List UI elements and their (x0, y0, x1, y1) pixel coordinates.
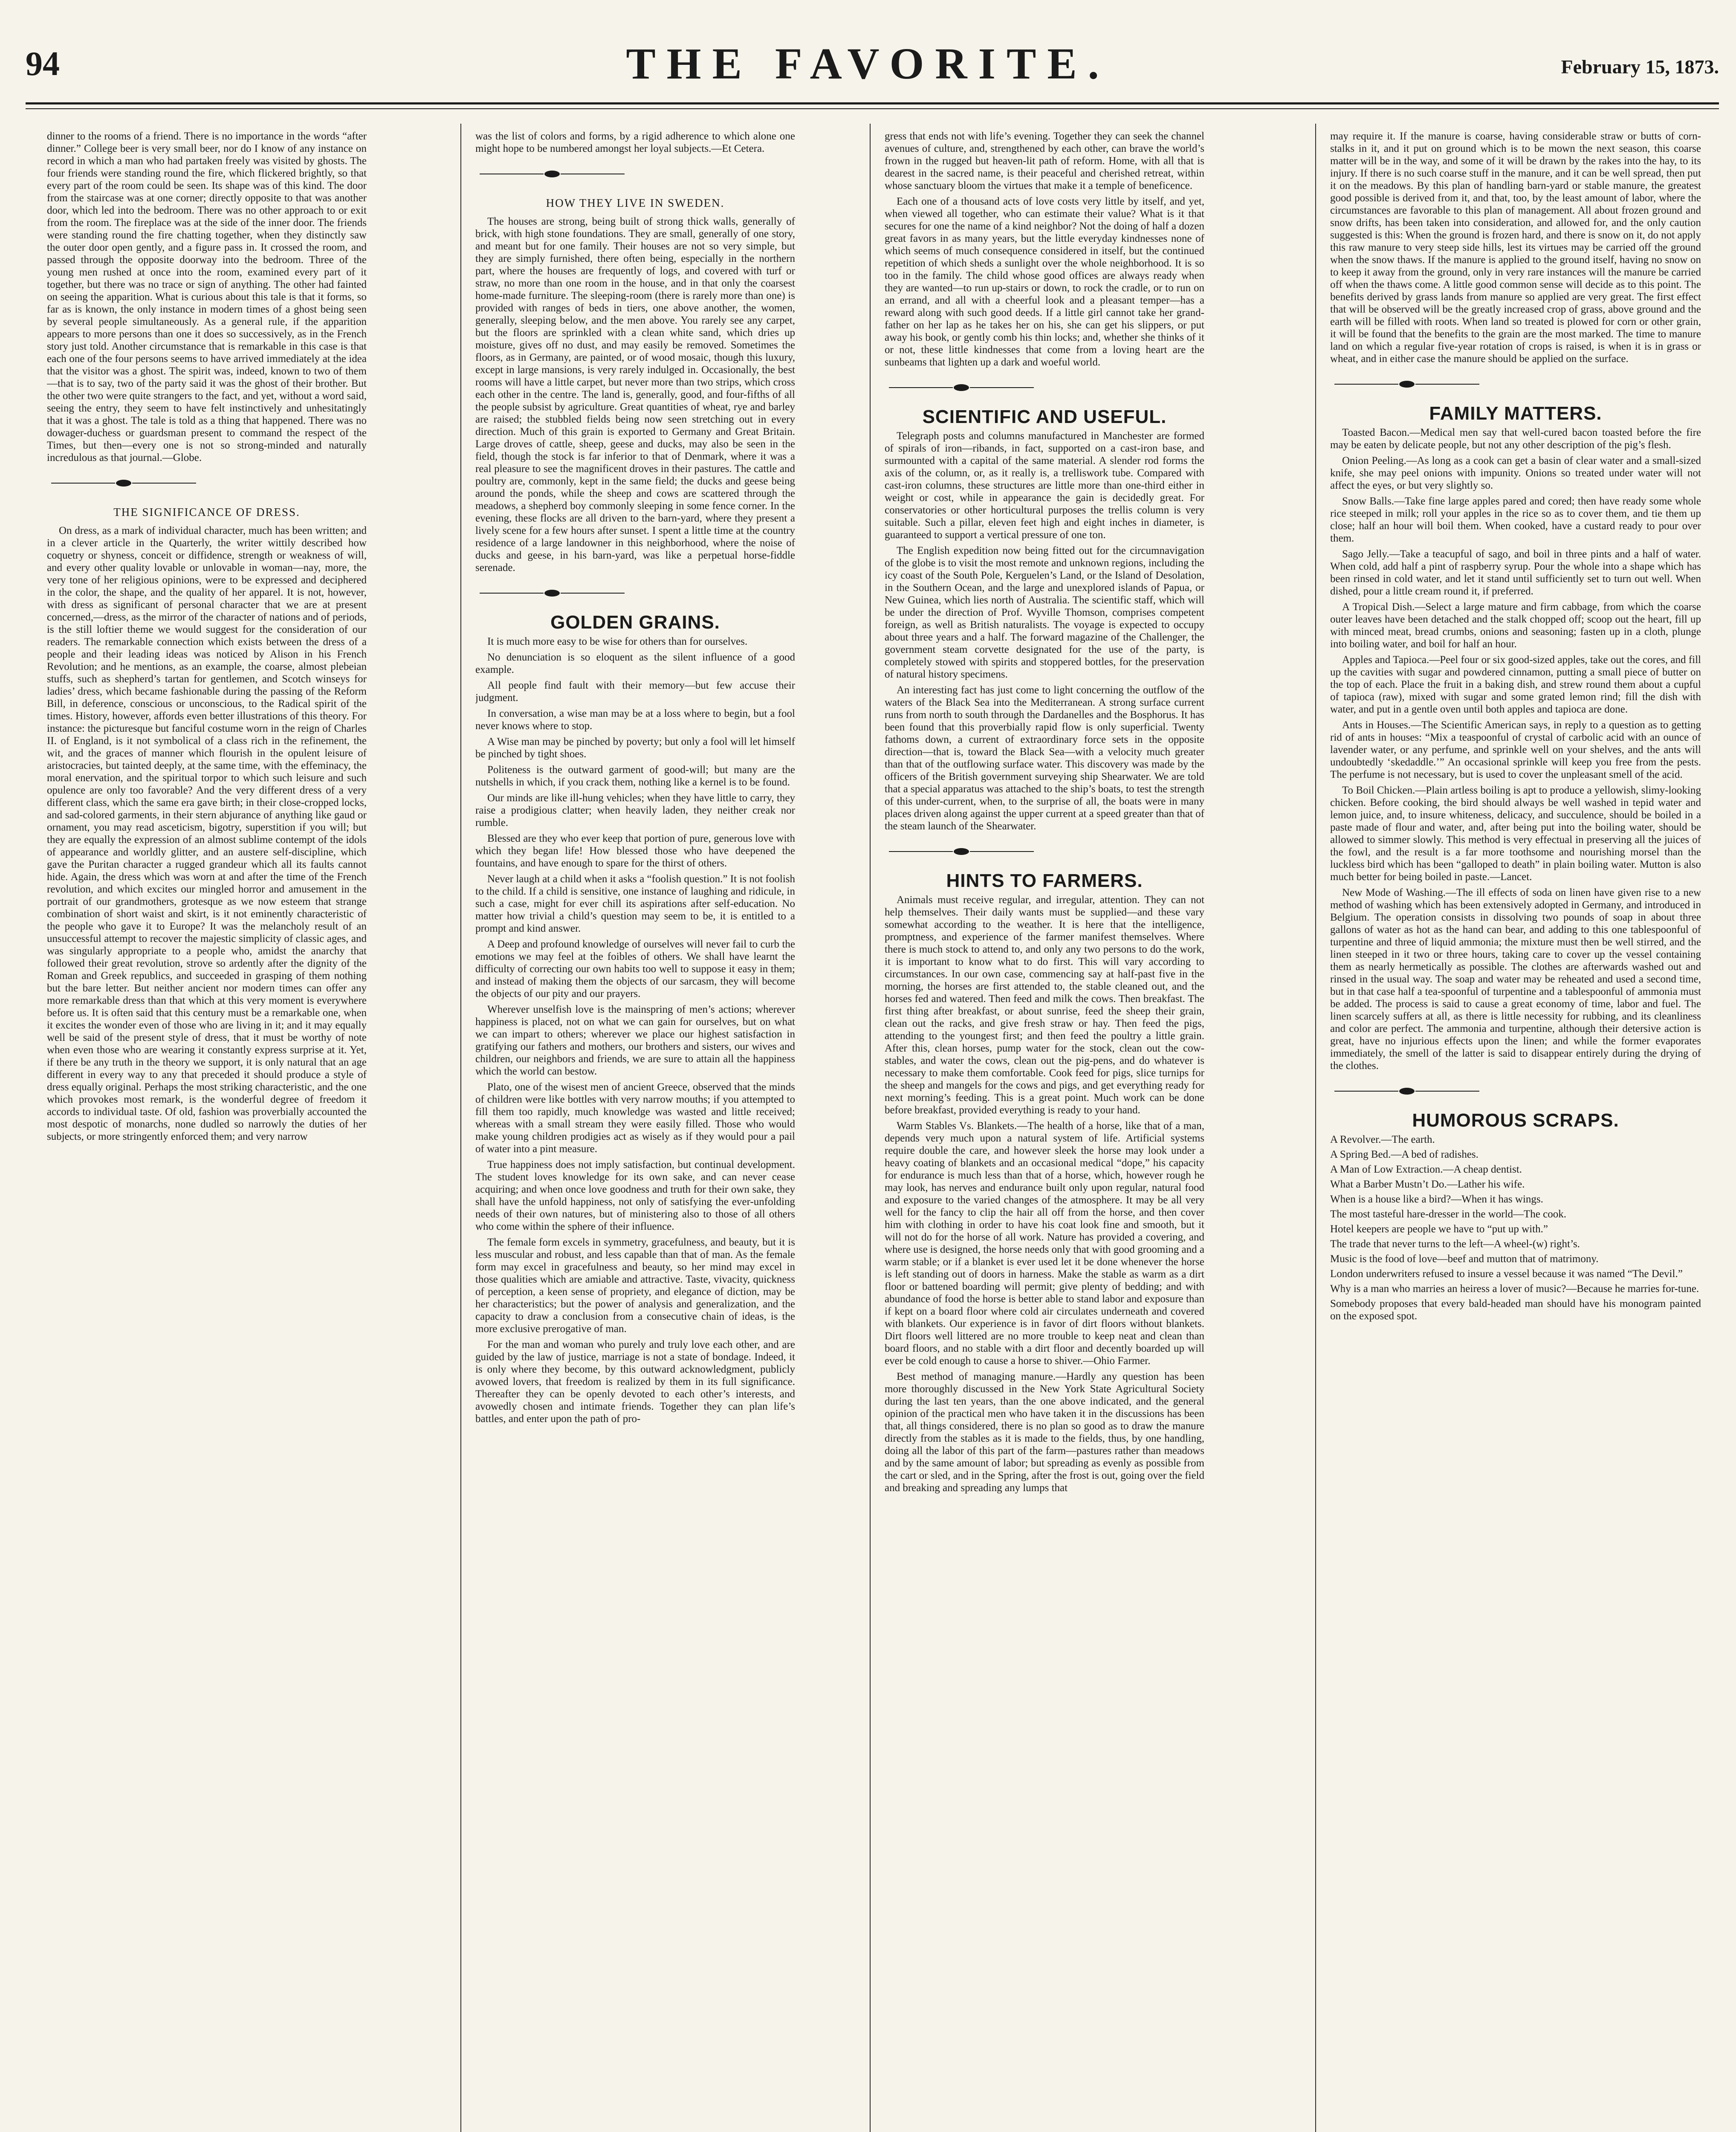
paragraph: In conversation, a wise man may be at a loss where to begin, but a fool never knows where to stop. (475, 708, 795, 732)
ornament-divider (475, 588, 629, 599)
paragraph: It is much more easy to be wise for others than for ourselves. (487, 636, 748, 647)
paragraph: True happiness does not imply satisfaction, but continual development. The student loves knowledge for its own sake, and can never cease acquiring; and when once love goodness and truth for their own sake, they shall have the unfold happiness, not only of satisfying the ever-unfolding needs of their own natures, but of ministering also to those of all others who come within the sphere of their influence. (475, 1159, 795, 1232)
header-rule-bottom (26, 108, 1719, 109)
ornament-divider (47, 478, 200, 489)
paragraph: Toasted Bacon.—Medical men say that well-cured bacon toasted before the fire may be eaten by delicate people, but not any other description of the pig’s flesh. (1330, 427, 1701, 451)
section-heading: FAMILY MATTERS. (1429, 403, 1602, 424)
section-heading: HUMOROUS SCRAPS. (1412, 1110, 1619, 1131)
section-heading: HINTS TO FARMERS. (946, 870, 1143, 891)
list-item: The trade that never turns to the left—A wheel-(w) right’s. (1330, 1238, 1580, 1250)
list-item: The most tasteful hare-dresser in the world—The cook. (1330, 1208, 1566, 1220)
paragraph: The English expedition now being fitted out for the circumnavigation of the globe is to visit the most remote and unknown regions, including the icy coast of the South Pole, Kerguelen’s Land, or the Island of Desolation, in the Southern Ocean, and the large and unexplored islands of Papua, or New Guinea, which lies north of Australia. The scientific staff, which will be under the direction of Prof. Wyville Thomson, comprises competent foreign, as well as British naturalists. The voyage is expected to occupy about three years and a half. The forward magazine of the Challenger, the government steam corvette designated for the use of the party, is completely stowed with spirits and stoppered bottles, for the preservation of natural history specimens. (885, 545, 1204, 680)
header-rule-top (26, 102, 1719, 104)
paragraph: New Mode of Washing.—The ill effects of soda on linen have given rise to a new method of washing which has been extensively adopted in Germany, and introduced in Belgium. The operation consists in dissolving two pounds of soap in about three gallons of water as hot as the hand can bear, and adding to this one tablespoonful of turpentine and three of liquid ammonia; the mixture must then be well stirred, and the linen steeped in it two or three hours, taking care to cover up the vessel containing them as nearly hermetically as possible. The clothes are afterwards washed out and rinsed in the usual way. The soap and water may be reheated and used a second time, but in that case half a tea-spoonful of turpentine and a tablespoonful of ammonia must be added. The process is said to cause a great economy of time, labor and fuel. The linen scarcely suffers at all, as there is little necessity for rubbing, and its cleanliness and color are perfect. The ammonia and turpentine, although their detersive action is great, have no injurious effects upon the linen; and while the former evaporates immediately, the smell of the latter is said to disappear entirely during the drying of the clothes. (1330, 887, 1701, 1072)
paragraph: A Deep and profound knowledge of ourselves will never fail to curb the emotions we may feel at the foibles of others. We shall have learnt the difficulty of correcting our own habits too well to suppose it easy in them; and instead of making them the objects of our sarcasm, they will become the objects of our pity and our prayers. (475, 939, 795, 999)
column-rule-1 (460, 124, 461, 2132)
column-rule-2 (870, 124, 871, 2132)
list-item: Why is a man who marries an heiress a lover of music?—Because he marries for-tune. (1330, 1283, 1699, 1295)
paragraph: A Wise man may be pinched by poverty; but only a fool will let himself be pinched by tight shoes. (475, 736, 795, 760)
paragraph: Sago Jelly.—Take a teacupful of sago, and boil in three pints and a half of water. When cold, add half a pint of raspberry syrup. Pour the whole into a shape which has been rinsed in cold water, and let it stand until sufficiently set to turn out well. When dished, pour a little cream round it, if preferred. (1330, 548, 1701, 597)
list-item: London underwriters refused to insure a vessel because it was named “The Devil.” (1330, 1268, 1683, 1280)
section-heading: GOLDEN GRAINS. (550, 612, 720, 633)
column-rule-3 (1315, 124, 1316, 2132)
list-item: A Man of Low Extraction.—A cheap dentist. (1330, 1164, 1522, 1175)
article-text: dinner to the rooms of a friend. There is no importance in the words “after dinner.” College beer is very small beer, nor do I know of any instance on record in which a man who had partaken freely was visited by ghosts. The four friends were standing round the fire, which flickered brightly, so that every part of the room could be seen. Its shape was of this kind. The door from the staircase was at one corner; directly opposite to that was another door, which led into the bedroom. There was no other approach to or exit from the room. The fireplace was at the side of the inner door. The friends were standing round the fire chatting together, when they distinctly saw the outer door open gently, and a figure pass in. It crossed the room, and passed through the opposite doorway into the bedroom. Three of the young men rushed at once into the room, examined every part of it together, but there was no trace or sign of anything. The other had fainted on seeing the apparition. What is curious about this tale is that it forms, so far as is known, the only instance in modern times of a ghost being seen by several people simultaneously. As a general rule, if the apparition appears to more persons than one it does so successively, as in the French story just told. Another circumstance that is remarkable in this case is that each one of the four persons seems to have arrived immediately at the idea that the visitor was a ghost. The spirit was, indeed, known to two of them—that is to say, two of the party said it was the ghost of their brother. But the other two were quite strangers to the fact, and yet, without a word said, seeing the entry, they seem to have felt instinctively and unhesitatingly that it was a ghost. The tale is told as a thing that happened. There was no dowager-duchess or guardsman present to command the respect of the Times, but then—every one is not so strong-minded and naturally incredulous as that journal.—Globe. (47, 130, 367, 463)
paragraph: Best method of managing manure.—Hardly any question has been more thoroughly discussed in the New York State Agricultural Society during the last ten years, than the one above indicated, and the general opinion of the practical men who have taken it in the discussions has been that, all things considered, there is no plan so good as to draw the manure directly from the stables as it is made to the fields, thus, by one handling, doing all the labor of this part of the farm—pastures rather than meadows and by the same amount of labor; but spreading as evenly as possible from the cart or sled, and in the Spring, after the frost is out, going over the field and breaking and spreading any lumps that (885, 1371, 1204, 1494)
section-heading: HOW THEY LIVE IN SWEDEN. (546, 197, 725, 209)
masthead-title: THE FAVORITE. (626, 39, 1110, 88)
paragraph: An interesting fact has just come to light concerning the outflow of the waters of the Black Sea into the Mediterranean. A strong surface current runs from north to south through the Dardanelles and the Bosphorus. It has been found that this proverbially rapid flow is only superficial. Twenty fathoms down, a current of extraordinary force sets in the opposite direction—that is, toward the Black Sea—with a velocity much greater than that of the outflowing surface water. This discovery was made by the officers of the British government surveying ship Shearwater. We are told that a special apparatus was attached to the ship’s boats, to test the strength of this under-current, when, to the surprise of all, the boats were in many places driven along against the upper current at a speed greater than that of the steam launch of the Shearwater. (885, 684, 1204, 832)
issue-date: February 15, 1873. (1561, 56, 1719, 78)
paragraph: To Boil Chicken.—Plain artless boiling is apt to produce a yellowish, slimy-looking chicken. Before cooking, the bird should always be well washed in tepid water and lemon juice, and, to insure whiteness, delicacy, and succulence, should be boiled in a paste made of flour and water, and, after being put into the boiling water, should be allowed to simmer slowly. This method is very effectual in preserving all the juices of the fowl, and the result is a far more toothsome and nourishing morsel than the luckless bird which has been “galloped to death” in plain boiling water. Mutton is also much better for being boiled in paste.—Lancet. (1330, 785, 1701, 883)
ornament-divider (885, 846, 1038, 857)
article-text: Each one of a thousand acts of love costs very little by itself, and yet, when viewed all together, who can estimate their value? What is it that secures for one the name of a kind neighbor? Not the doing of half a dozen great favors in as many years, but the little everyday kindnesses none of which seems of much consequence considered in itself, but the continued repetition of which sheds a sunlight over the whole neighborhood. It is so too in the family. The child whose good offices are always ready when they are wanted—to run up-stairs or down, to rock the cradle, or to run on an errand, and all with a cheerful look and a pleasant temper—has a reward along with such good deeds. If a little girl cannot take her grand-father on her lap as he takes her on his, she can get his slippers, or put away his book, or gently comb his thin locks; and, whether she thinks of it or not, these little kindnesses that come from a loving heart are the sunbeams that lighten up a dark and woeful world. (885, 196, 1204, 368)
article-text: was the list of colors and forms, by a rigid adherence to which alone one might hope to be numbered amongst her loyal subjects.—Et Cetera. (475, 130, 795, 154)
paragraph: Politeness is the outward garment of good-will; but many are the nutshells in which, if you crack them, nothing like a kernel is to be found. (475, 764, 795, 788)
article-text: may require it. If the manure is coarse, having considerable straw or butts of corn-stalks in it, and it put on ground which is to be mown the next season, this coarse matter will be in the way, and some of it will be drawn by the rakes into the hay, to its injury. If there is no such coarse stuff in the manure, and it can be well spread, then put it on the meadows. By this plan of handling barn-yard or stable manure, the greatest good possible is derived from it, and that, too, by the least amount of labor, where the circumstances are favorable to this plan of management. All about frozen ground and snow drifts, has been taken into consideration, and allowed for, and the only caution suggested is this: When the ground is frozen hard, and there is snow on it, do not apply this raw manure to very steep side hills, lest its virtues may be carried off the ground when the snow thaws. If the manure is applied to the ground itself, having no snow on to keep it away from the ground, only in very rare instances will the manure be carried off when the thaws come. A little good common sense will decide as to this point. The benefits derived by grass lands from manure so applied are very great. The first effect that will be observed will be the greatly increased crop of grass, above ground and the earth will be filled with roots. When land so treated is plowed for corn or other grain, it will be found that the benefits to the grain are the most marked. The time to manure land on which a regular five-year rotation of crops is raised, is when it is in grass or wheat, and in either case the manure should be applied on the surface. (1330, 130, 1701, 365)
ornament-divider (1330, 379, 1484, 390)
paragraph: Apples and Tapioca.—Peel four or six good-sized apples, take out the cores, and fill up the cavities with sugar and powdered cinnamon, putting a small piece of butter on the top of each. Place the fruit in a baking dish, and strew round them about a cupful of tapioca (raw), mixed with sugar and some grated lemon rind; fill the dish with water, and put in a gentle oven until both apples and tapioca are done. (1330, 654, 1701, 715)
paragraph: All people find fault with their memory—but few accuse their judgment. (475, 680, 795, 704)
paragraph: Ants in Houses.—The Scientific American says, in reply to a question as to getting rid of ants in houses: “Mix a teaspoonful of crystal of carbolic acid with an ounce of lavender water, or any perfume, and sprinkle well on your shelves, and the ants will undoubtedly ‘skedaddle.’” An occasional sprinkle will keep you free from the pests. The perfume is not necessary, but is used to cover the unpleasant smell of the acid. (1330, 719, 1701, 780)
paragraph: No denunciation is so eloquent as the silent influence of a good example. (475, 652, 795, 675)
article-text: gress that ends not with life’s evening. Together they can seek the channel avenues of culture, and, strengthened by each other, can brave the world’s frown in the rugged but heaven-lit path of reform. Home, with all that is dearest in the sacred name, is their peaceful and cherished retreat, within whose sanctuary bloom the virtues that make it a temple of beneficence. (885, 130, 1204, 191)
column-3 (885, 130, 1204, 2132)
section-heading: SCIENTIFIC AND USEFUL. (922, 406, 1167, 427)
paragraph: Snow Balls.—Take fine large apples pared and cored; then have ready some whole rice steeped in milk; roll your apples in the rice so as to cover them, and tie them up close; half an hour will boil them. When cooked, have a custard ready to pour over them. (1330, 495, 1701, 544)
list-item: What a Barber Mustn’t Do.—Lather his wife. (1330, 1179, 1525, 1190)
list-item: Somebody proposes that every bald-headed man should have his monogram painted on the exposed spot. (1330, 1298, 1701, 1322)
list-item: Hotel keepers are people we have to “put up with.” (1330, 1223, 1548, 1235)
article-text: The houses are strong, being built of strong thick walls, generally of brick, with high stone foundations. They are small, generally of one story, and meant but for one family. Their houses are not so very simple, but they are simply furnished, there often being, especially in the northern part, where the houses are frequently of logs, and covered with turf or straw, no more than one room in the house, and in that only the coarsest home-made furniture. The sleeping-room (there is rarely more than one) is provided with ranges of beds in tiers, one above another, the women, generally, sleeping below, and the men above. You rarely see any carpet, but the floors are sprinkled with a clean white sand, which dries up moisture, gives off no dust, and may easily be removed. Sometimes the floors, as in Germany, are painted, or of wood mosaic, though this luxury, except in large mansions, is very rarely indulged in. Occasionally, the best rooms will have a little carpet, but never more than two strips, which cross each other in the centre. The land is, generally, good, and four-fifths of all the people subsist by agriculture. Great quantities of wheat, rye and barley are raised; the stubbled fields being now seen stretching out in every direction. Much of this grain is exported to Germany and Great Britain. Large droves of cattle, sheep, geese and ducks, may also be seen in the field, though the stock is far inferior to that of Denmark, where it was a real pleasure to see the magnificent droves in their pastures. The cattle and poultry are, commonly, kept in the same field; the ducks and geese being around the ponds, while the sheep and cows are scattered through the meadows, a shepherd boy commonly sleeping in some fence corner. In the evening, these flocks are all driven to the barn-yard, where they present a lively scene for a few hours after sunset. I spent a little time at the country residence of a large landowner in this neighborhood, where the noise of ducks and geese, in his barn-yard, was like a perpetual horse-fiddle serenade. (475, 216, 795, 574)
paragraph: Wherever unselfish love is the mainspring of men’s actions; wherever happiness is placed, not on what we can gain for ourselves, but on what we can impart to others; wherever we place our highest satisfaction in gratifying our fathers and mothers, our brothers and sisters, our wives and children, our neighbors and friends, we are sure to attain all the happiness which the world can bestow. (475, 1004, 795, 1077)
column-4 (1330, 130, 1701, 2132)
paragraph: Blessed are they who ever keep that portion of pure, generous love with which they began life! How blessed those who have deepened the fountains, and have enough to spare for the thirst of others. (475, 833, 795, 869)
ornament-divider (475, 168, 629, 180)
paragraph: Never laugh at a child when it asks a “foolish question.” It is not foolish to the child. If a child is sensitive, one instance of laughing and ridicule, in such a case, might for ever chill its aspirations after self-education. No matter how trivial a child’s question may seem to be, it is entitled to a prompt and kind answer. (475, 873, 795, 934)
paragraph: Warm Stables Vs. Blankets.—The health of a horse, like that of a man, depends very much upon a natural system of life. Artificial systems require double the care, and however sleek the horse may look under a heavy coating of blankets and an occasional medical “dope,” his capacity for endurance is much less than that of a horse, which, however rough he may look, has nerves and endurance built only upon regular, natural food and exposure to the varied changes of the atmosphere. It may be all very well for the fancy to clip the hair all off from the horse, and then cover him with clothing in order to have his coat look fine and smooth, but it will not do for the horse of all work. Nature has provided a covering, and where use is designed, the horse needs only that with good grooming and a warm stable; or if a blanket is ever used let it be done whenever the horse is left standing out of doors in harness. Make the stable as warm as a dirt floor or battened boarding will permit; give plenty of bedding; and with abundance of food the horse is better able to stand labor and exposure than if kept on a board floor where cold air circulates underneath and covered with blankets. Our experience is in favor of dirt floors without blankets. Dirt floors well littered are no more trouble to keep neat and clean than board floors, and no stable with a dirt floor and decently boarded up will ever be cold enough to cause a horse to shiver.—Ohio Farmer. (885, 1120, 1204, 1367)
column-1 (47, 130, 367, 2132)
paragraph: Plato, one of the wisest men of ancient Greece, observed that the minds of children were like bottles with very narrow mouths; if you attempted to fill them too rapidly, much knowledge was wasted and little received; whereas with a small stream they were easily filled. Those who would make young children prodigies act as wisely as if they would pour a pail of water into a pint measure. (475, 1081, 795, 1155)
list-item: A Revolver.—The earth. (1330, 1134, 1435, 1145)
paragraph: Our minds are like ill-hung vehicles; when they have little to carry, they raise a prodigious clatter; when heavily laden, they neither creak nor rumble. (475, 792, 795, 828)
section-heading: THE SIGNIFICANCE OF DRESS. (113, 506, 300, 519)
page-number: 94 (26, 45, 60, 83)
paragraph: Telegraph posts and columns manufactured in Manchester are formed of spirals of iron—ribands, in fact, supported on a cast-iron base, and surmounted with a capital of the same material. A slender rod forms the axis of the column, or, as it really is, a trelliswork tube. Compared with cast-iron columns, these structures are little more than one-third either in weight or cost, while in appearance the gain is decidedly great. For conservatories or other horticultural purposes the trellis column is very suitable. Such a pillar, eleven feet high and eight inches in diameter, is guaranteed to support a vertical pressure of one ton. (885, 430, 1204, 541)
article-text: On dress, as a mark of individual character, much has been written; and in a clever article in the Quarterly, the writer wittily described how coquetry or shyness, conceit or diffidence, strength or weakness of will, and every other quality lovable or unlovable in woman—nay, more, the very tone of her religious opinions, were to be expressed and deciphered in the color, the shape, and the quality of her apparel. It is not, however, with dress as significant of personal character that we are at present concerned,—dress, as the mirror of the character of nations and of periods, is the still loftier theme we would suggest for the consideration of our readers. The remarkable connection which exists between the dress of a people and their leading ideas was noticed by Alison in his French Revolution; and he mentions, as an example, the coarse, almost plebeian stuffs, such as shepherd’s tartan for gentlemen, and Scotch winseys for ladies’ dress, which became fashionable during the passing of the Reform Bill, in deference, conscious or unconscious, to the Radical spirit of the times. History, however, affords even better illustrations of this theory. For instance: the picturesque but fanciful costume worn in the reign of Charles II. of England, is it not symbolical of a class rich in the refinement, the wit, and the graces of manner which flourish in the opulent leisure of aristocracies, but tainted deeply, at the same time, with the effeminacy, the moral enervation, and the spiritual torpor to which such leisure and such opulence are only too favorable? And the very different dress of a very different class, which the same era gave birth; in their close-cropped locks, and sad-colored garments, in their stern abjurance of anything like gaud or ornament, you may read asceticism, bigotry, superstition if you will; but they are equally the expression of an almost sublime contempt of the idols of appearance and worldly glitter, and an austere self-discipline, which gave the Puritan character a rugged grandeur which all its faults cannot hide. Again, the dress which was worn at and after the time of the French revolution, and which excites our mingled horror and amusement in the portrait of our grandmothers, grotesque as we now esteem that strange combination of short waist and skirt, is it not eminently characteristic of the people who gave it to Europe? It was the melancholy result of an unsuccessful attempt to recover the majestic simplicity of classic ages, and was singularly appropriate to a people who, amidst the anarchy that followed their great revolution, strove so ardently after the dignity of the Roman and Greek republics, and succeeded in grasping of them nothing but the bare letter. But neither ancient nor modern times can offer any more remarkable dress than that which at this very moment is everywhere before us. It is often said that this century must be a remarkable one, when it excites the wonder even of those who are living in it; and it may equally well be said of the present style of dress, that it must be worthy of note when even those who are wearing it constantly express surprise at it. Yet, if there be any truth in the theory we support, it is only natural that an age different in every way to any that preceded it should produce a style of dress equally original. Perhaps the most striking characteristic, and the one which provokes most remark, is the wonderful degree of freedom it accords to individual taste. Of old, fashion was proverbially accounted the most despotic of monarchs, none dudled so narrowly the duties of her subjects, or more stringently enforced them; and very narrow (47, 525, 367, 1142)
scraps-list (1330, 1133, 1701, 1322)
list-item: When is a house like a bird?—When it has wings. (1330, 1193, 1543, 1205)
paragraph: For the man and woman who purely and truly love each other, and are guided by the law of justice, marriage is not a state of bondage. Indeed, it is only where they become, by this outward acknowledgment, publicly avowed lovers, that freedom is realized by them in its full significance. Thereafter they can be openly devoted to each other’s interests, and avowedly chosen and intimate friends. Together they can plan life’s battles, and enter upon the path of pro- (475, 1339, 795, 1425)
paragraph: The female form excels in symmetry, gracefulness, and beauty, but it is less muscular and robust, and less capable than that of man. As the female form may excel in gracefulness and beauty, so her mind may excel in those qualities which are amiable and attractive. Taste, vivacity, quickness of perception, a keen sense of propriety, and elegance of diction, may be her characteristics; but the power of analysis and generalization, and the capacity to draw a conclusion from a consecutive chain of ideas, is the more exclusive prerogative of man. (475, 1237, 795, 1335)
ornament-divider (885, 382, 1038, 393)
paragraph: Animals must receive regular, and irregular, attention. They can not help themselves. Their daily wants must be supplied—and these vary somewhat according to the weather. It is here that the intelligence, promptness, and experience of the farmer manifest themselves. Where there is much stock to attend to, and only any two persons to do the work, it is important to know what to do first. This will vary according to circumstances. In our own case, commencing say at half-past five in the morning, the horses are first attended to, the stable cleaned out, and the horses fed and watered. Then feed and milk the cows. Then breakfast. The first thing after breakfast, or about sunrise, feed the sheep their grain, clean out the racks, and give fresh straw or hay. Then feed the pigs, attending to the youngest first; and then feed the poultry a little grain. After this, clean horses, pump water for the stock, clean out the cow-stables, and water the cows, clean out the pig-pens, and do whatever is necessary to make them comfortable. Cook feed for pigs, slice turnips for the sheep and mangels for the cows and pigs, and get everything ready for next morning’s feeding. This is a great point. Much work can be done before breakfast, provided everything is ready to your hand. (885, 894, 1204, 1116)
list-item: A Spring Bed.—A bed of radishes. (1330, 1149, 1478, 1160)
list-item: Music is the food of love—beef and mutton that of matrimony. (1330, 1253, 1599, 1265)
paragraph: A Tropical Dish.—Select a large mature and firm cabbage, from which the coarse outer leaves have been detached and the stalk chopped off; scoop out the heart, fill up with minced meat, bread crumbs, onions and seasoning; fasten up in a cloth, plunge into boiling water, and boil for half an hour. (1330, 601, 1701, 650)
paragraph: Onion Peeling.—As long as a cook can get a basin of clear water and a small-sized knife, she may peel onions with impunity. Onions so treated under water will not affect the eyes, or but very slightly so. (1330, 455, 1701, 491)
ornament-divider (1330, 1086, 1484, 1097)
column-2 (475, 130, 795, 2132)
